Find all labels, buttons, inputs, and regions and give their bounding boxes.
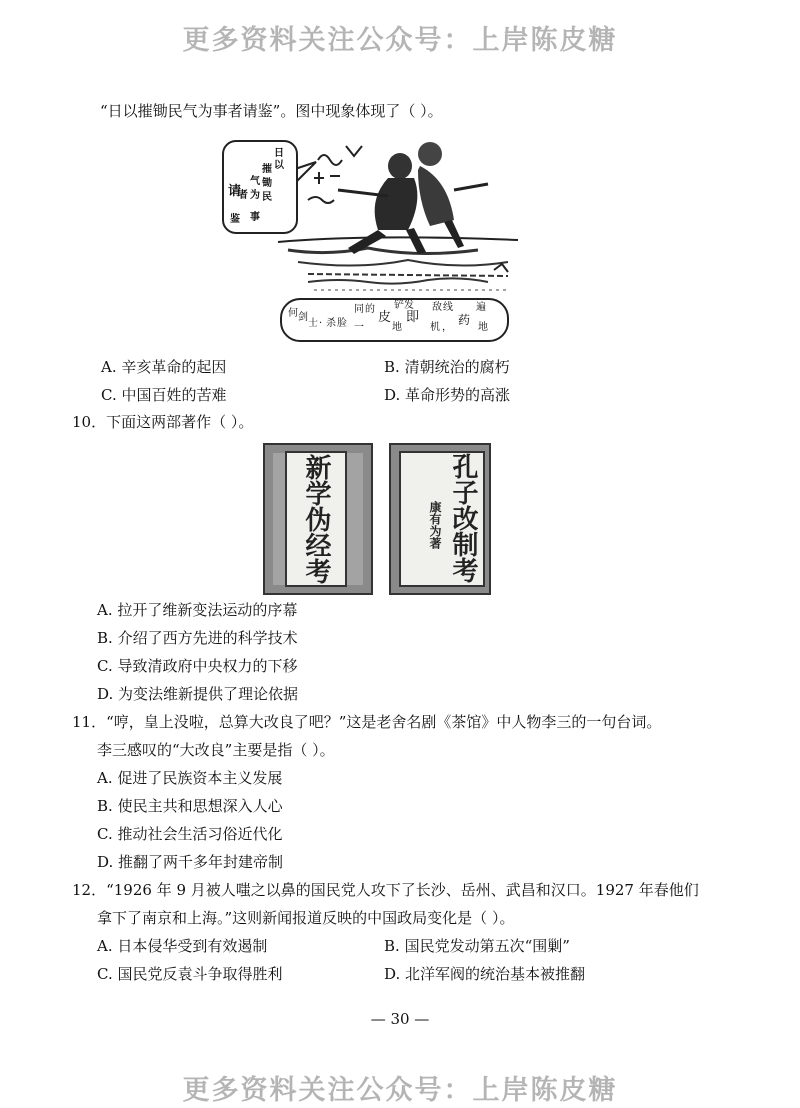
option-text: 北洋军阀的统治基本被推翻 bbox=[405, 965, 586, 983]
watermark-bottom: 更多资料关注公众号：上岸陈皮糖 bbox=[182, 1075, 618, 1106]
option-letter: A. bbox=[101, 358, 117, 376]
q11-option-c[interactable] bbox=[97, 824, 283, 844]
option-text: 介绍了西方先进的科学技术 bbox=[117, 629, 298, 647]
option-letter: D. bbox=[384, 386, 401, 404]
bubble-char: 机 bbox=[430, 322, 440, 333]
q11-option-d[interactable] bbox=[97, 852, 283, 872]
option-letter: C. bbox=[97, 825, 113, 843]
option-letter: B. bbox=[97, 629, 113, 647]
option-letter: D. bbox=[97, 853, 114, 871]
option-text: 促进了民族资本主义发展 bbox=[117, 769, 283, 787]
q9-option-d[interactable] bbox=[384, 385, 510, 405]
q11-stem-line-2: 李三感叹的“大改良”主要是指（ ）。 bbox=[97, 741, 335, 759]
option-letter: D. bbox=[97, 685, 114, 703]
q11-option-b[interactable] bbox=[97, 796, 283, 816]
option-text: 国民党反袁斗争取得胜利 bbox=[117, 965, 283, 983]
bubble-char: 一 bbox=[354, 322, 364, 333]
bubble-char: 士 bbox=[308, 318, 318, 329]
option-text: 国民党发动第五次“围剿” bbox=[404, 937, 570, 955]
q10-option-c[interactable] bbox=[97, 656, 298, 676]
bubble-char: 发 bbox=[404, 300, 414, 311]
bubble-char: 同 bbox=[354, 304, 364, 315]
bubble-char: 药 bbox=[458, 313, 471, 327]
bubble-char: 日 bbox=[274, 148, 284, 159]
bubble-char: 鉴 bbox=[230, 214, 240, 225]
option-text: 使民主共和思想深入人心 bbox=[117, 797, 283, 815]
bubble-char: 事 bbox=[250, 212, 260, 223]
q10-option-d[interactable] bbox=[97, 684, 298, 704]
option-letter: A. bbox=[97, 601, 113, 619]
bubble-char: ， bbox=[442, 322, 452, 333]
bubble-char: 杀 bbox=[326, 318, 336, 329]
option-text: 革命形势的高涨 bbox=[405, 386, 511, 404]
bubble-char: 地 bbox=[478, 322, 488, 333]
option-text: 拉开了维新变法运动的序幕 bbox=[117, 601, 298, 619]
bubble-char: 皮 bbox=[378, 310, 392, 325]
bubble-char: 的 bbox=[365, 304, 375, 315]
option-text: 清朝统治的腐朽 bbox=[404, 358, 510, 376]
book-author-2: 康有为著 bbox=[428, 501, 442, 549]
bubble-char: 剑 bbox=[298, 312, 308, 323]
option-text: 推动社会生活习俗近代化 bbox=[117, 825, 283, 843]
bubble-char: 敌 bbox=[432, 302, 442, 313]
option-text: 日本侵华受到有效遏制 bbox=[117, 937, 268, 955]
q11-stem-line-1: 11．“哼，皇上没啦，总算大改良了吧？”这是老舍名剧《茶馆》中人物李三的一句台词。 bbox=[72, 713, 662, 731]
option-letter: B. bbox=[384, 937, 400, 955]
q10-option-a[interactable] bbox=[97, 600, 297, 620]
bubble-char: 以 bbox=[274, 160, 284, 171]
bubble-char: · bbox=[319, 318, 323, 329]
book-title-2: 孔子改制考 bbox=[399, 451, 485, 587]
bubble-char: 民 bbox=[262, 192, 272, 203]
option-letter: A. bbox=[97, 769, 113, 787]
option-text: 为变法维新提供了理论依据 bbox=[118, 685, 299, 703]
bubble-char: 锄 bbox=[262, 178, 272, 189]
bubble-char: 铲 bbox=[394, 300, 404, 311]
option-letter: D. bbox=[384, 965, 401, 983]
q12-option-b[interactable] bbox=[384, 936, 570, 956]
bubble-char: 遍 bbox=[476, 302, 486, 313]
bubble-char: 请 bbox=[228, 184, 242, 199]
option-letter: B. bbox=[97, 797, 113, 815]
bubble-char: 者 bbox=[238, 190, 248, 201]
option-letter: A. bbox=[97, 937, 113, 955]
option-letter: B. bbox=[384, 358, 400, 376]
q9-option-a[interactable] bbox=[101, 357, 226, 377]
bubble-char: 地 bbox=[392, 322, 402, 333]
option-text: 导致清政府中央权力的下移 bbox=[117, 657, 298, 675]
speech-bubble-bottom bbox=[280, 298, 509, 342]
book-cover-2 bbox=[389, 443, 491, 595]
option-text: 辛亥革命的起因 bbox=[121, 358, 227, 376]
option-letter: C. bbox=[97, 657, 113, 675]
cartoon-image bbox=[218, 130, 526, 352]
q9-option-b[interactable] bbox=[384, 357, 510, 377]
q12-option-a[interactable] bbox=[97, 936, 267, 956]
q12-stem-line-1: 12．“1926 年 9 月被人嗤之以鼻的国民党人攻下了长沙、岳州、武昌和汉口。1927 年春他们 bbox=[72, 881, 699, 899]
bubble-char: 为 bbox=[250, 190, 260, 201]
bubble-char: 线 bbox=[443, 302, 453, 313]
bubble-char: 即 bbox=[406, 310, 420, 325]
watermark-top: 更多资料关注公众号：上岸陈皮糖 bbox=[182, 25, 618, 56]
bubble-char: 摧 bbox=[262, 164, 272, 175]
bubble-char: 脸 bbox=[337, 318, 347, 329]
q11-option-a[interactable] bbox=[97, 768, 282, 788]
option-letter: C. bbox=[101, 386, 117, 404]
q9-stem-line: “日以摧锄民气为事者请鉴”。图中现象体现了（ ）。 bbox=[100, 102, 443, 120]
book-cover-1 bbox=[263, 443, 373, 595]
q10-stem: 10．下面这两部著作（ ）。 bbox=[72, 413, 254, 431]
page-number: — 30 — bbox=[370, 1010, 430, 1028]
q12-option-d[interactable] bbox=[384, 964, 585, 984]
bubble-char: 气 bbox=[250, 176, 260, 187]
q10-option-b[interactable] bbox=[97, 628, 298, 648]
option-text: 中国百姓的苦难 bbox=[121, 386, 227, 404]
book-title-1: 新学伪经考 bbox=[285, 451, 347, 587]
q12-stem-line-2: 拿下了南京和上海。”这则新闻报道反映的中国政局变化是（ ）。 bbox=[97, 909, 515, 927]
q12-option-c[interactable] bbox=[97, 964, 283, 984]
option-text: 推翻了两千多年封建帝制 bbox=[118, 853, 284, 871]
option-letter: C. bbox=[97, 965, 113, 983]
bubble-char: 何 bbox=[288, 308, 298, 319]
q9-option-c[interactable] bbox=[101, 385, 227, 405]
speech-bubble-left bbox=[222, 140, 298, 234]
